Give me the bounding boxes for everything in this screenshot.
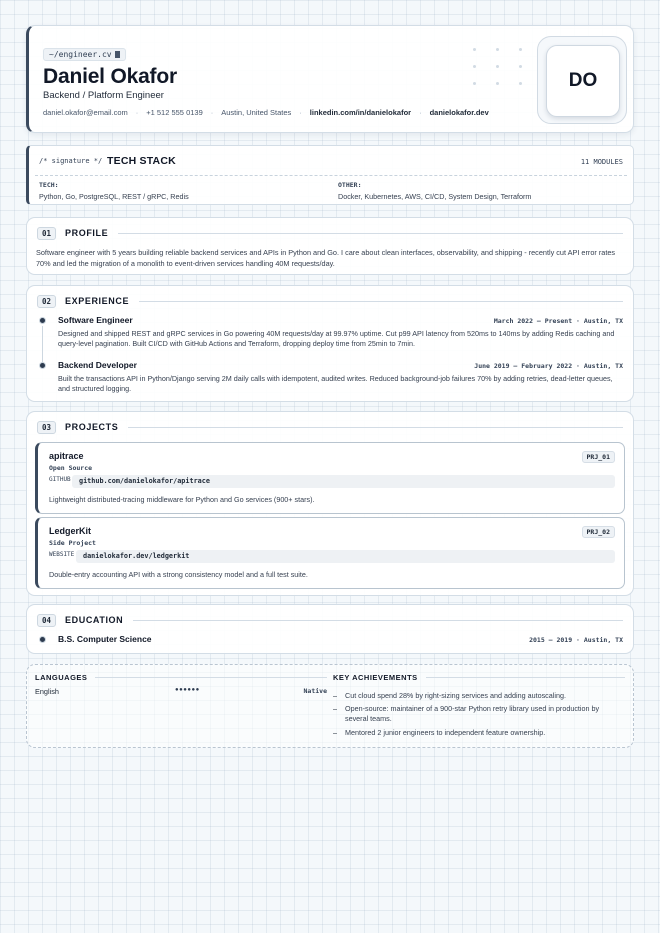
project-type: Side Project — [49, 539, 96, 547]
section-number: 02 — [37, 295, 56, 308]
project-description: Double-entry accounting API with a strong consistency model and a full test suite. — [49, 570, 308, 579]
projects-section — [26, 411, 634, 596]
achievement-item: – Cut cloud spend 28% by right-sizing services and adding autoscaling. — [333, 691, 623, 701]
section-header — [37, 613, 623, 627]
education-section — [26, 604, 634, 654]
profile-section — [26, 217, 634, 275]
contact-separator: · — [135, 108, 139, 117]
website-link[interactable]: danielokafor.dev — [429, 108, 489, 117]
divider — [426, 677, 625, 678]
other-column — [338, 181, 531, 201]
prompt-text: ~/engineer.cv — [49, 50, 112, 59]
tech-stack-title: TECH STACK — [107, 155, 176, 167]
achievement-item: – Mentored 2 junior engineers to independent feature ownership. — [333, 728, 623, 738]
project-name: LedgerKit — [49, 526, 92, 536]
modules-count: 11 MODULES — [580, 158, 623, 166]
proficiency-dots-icon: ●●●●●● — [175, 687, 200, 693]
divider — [95, 677, 327, 678]
divider — [139, 301, 623, 302]
languages-header — [35, 673, 327, 682]
experience-section — [26, 285, 634, 402]
tech-stack-panel — [26, 145, 634, 205]
candidate-name: Daniel Okafor — [43, 65, 177, 88]
section-title: EDUCATION — [65, 615, 124, 625]
email-link[interactable]: daniel.okafor@email.com — [43, 108, 128, 117]
avatar-frame — [537, 36, 627, 124]
divider — [35, 175, 627, 176]
languages-title: LANGUAGES — [35, 673, 88, 682]
contact-separator: · — [210, 108, 214, 117]
linkedin-link[interactable]: linkedin.com/in/danielokafor — [309, 108, 412, 117]
section-title: PROFILE — [65, 228, 109, 238]
terminal-prompt — [43, 48, 126, 61]
section-title: EXPERIENCE — [65, 296, 130, 306]
timeline-dot-icon — [39, 636, 46, 643]
location-text: Austin, United States — [221, 108, 292, 117]
achievements-header — [333, 673, 625, 682]
section-number: 03 — [37, 421, 56, 434]
achievement-item: – Open-source: maintainer of a 900-star Python retry library used in production by several teams. — [333, 704, 623, 724]
job-description: Built the transactions API in Python/Django serving 2M daily calls with idempotent, audited writes. Reduced background-job failures 70% by adding retries, dead-letter queues, and structured logging. — [58, 374, 613, 394]
other-label: OTHER: — [338, 181, 362, 189]
language-row — [35, 687, 327, 696]
language-name: English — [35, 687, 59, 696]
contact-separator: · — [299, 108, 302, 117]
timeline-line — [42, 326, 43, 364]
project-tag: PRJ_02 — [582, 526, 615, 538]
section-number: 01 — [37, 227, 56, 240]
degree-title: B.S. Computer Science — [58, 634, 152, 644]
project-name: apitrace — [49, 451, 84, 461]
project-card — [35, 442, 625, 514]
timeline-dot-icon — [39, 317, 46, 324]
achievements-list — [333, 691, 623, 741]
project-card — [35, 517, 625, 589]
divider — [118, 233, 623, 234]
phone-link[interactable]: +1 512 555 0139 — [146, 108, 203, 117]
project-link[interactable]: danielokafor.dev/ledgerkit — [76, 550, 615, 563]
contact-separator: · — [419, 108, 422, 117]
contact-row — [43, 108, 489, 117]
section-number: 04 — [37, 614, 56, 627]
job-meta: March 2022 – Present · Austin, TX — [493, 317, 623, 325]
job-title: Software Engineer — [58, 315, 133, 325]
section-header — [37, 226, 623, 240]
tech-label: TECH: — [39, 181, 59, 189]
project-link[interactable]: github.com/danielokafor/apitrace — [72, 475, 615, 488]
candidate-role: Backend / Platform Engineer — [43, 90, 164, 101]
divider — [128, 427, 623, 428]
link-kind-label: WEBSITE — [49, 551, 75, 558]
extras-panel — [26, 664, 634, 748]
link-kind-label: GITHUB — [49, 476, 71, 483]
section-header — [37, 420, 623, 434]
section-title: PROJECTS — [65, 422, 119, 432]
project-description: Lightweight distributed-tracing middleware for Python and Go services (900+ stars). — [49, 495, 315, 504]
tech-value: Python, Go, PostgreSQL, REST / gRPC, Redis — [39, 192, 189, 201]
resume-header — [26, 25, 634, 133]
other-value: Docker, Kubernetes, AWS, CI/CD, System Design, Terraform — [338, 192, 532, 201]
achievements-title: KEY ACHIEVEMENTS — [333, 673, 418, 682]
signature-comment: /* signature */ — [39, 157, 103, 165]
project-tag: PRJ_01 — [582, 451, 615, 463]
job-title: Backend Developer — [58, 360, 137, 370]
project-type: Open Source — [49, 464, 93, 472]
divider — [133, 620, 623, 621]
tech-column — [39, 181, 189, 201]
section-header — [37, 294, 623, 308]
timeline-dot-icon — [39, 362, 46, 369]
avatar: DO — [546, 45, 620, 117]
language-level: Native — [303, 687, 327, 695]
cursor-icon — [115, 51, 120, 58]
job-description: Designed and shipped REST and gRPC services in Go powering 40M requests/day at 99.97% uptime. Cut p99 API latency from 520ms to 140ms by adding Redis caching and query-level pagination. Built CI/CD with GitHub Actions and Terraform, dropping deploy time from 25min to 7min. — [58, 329, 615, 349]
job-meta: June 2019 – February 2022 · Austin, TX — [474, 362, 623, 370]
profile-text: Software engineer with 5 years building reliable backend services and APIs in Python and Go. I care about clean interfaces, observability, and shipping - recently cut API error rates 70% and led the migration of a monolith to event-driven services handling 40M requests/day. — [36, 248, 616, 268]
education-meta: 2015 – 2019 · Austin, TX — [529, 636, 623, 644]
decorative-dot-grid — [469, 48, 529, 88]
